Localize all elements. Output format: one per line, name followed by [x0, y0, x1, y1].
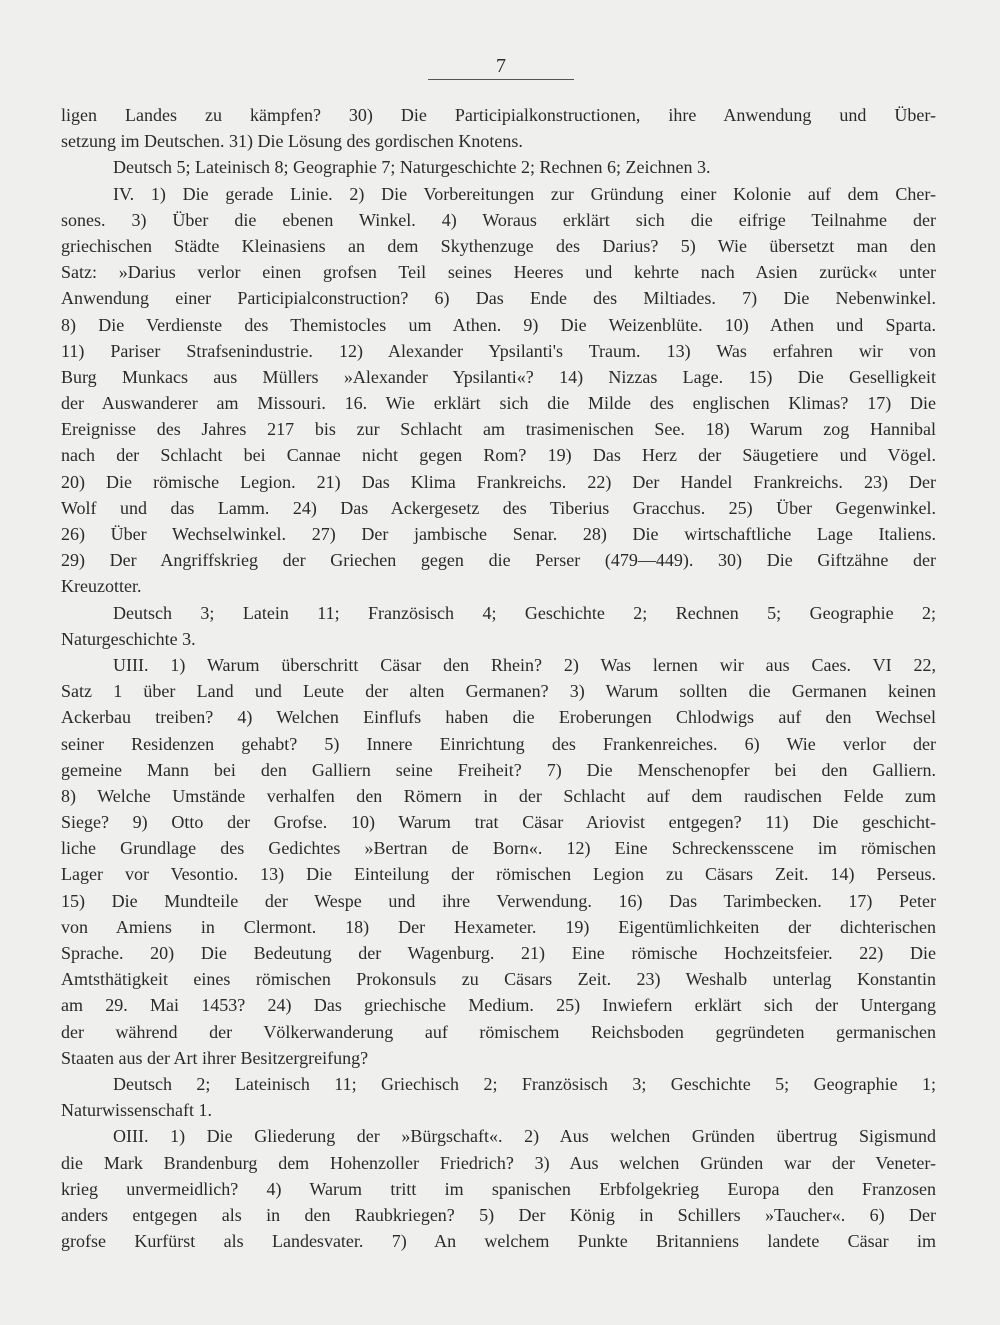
text-line: anders entgegen als in den Raubkriegen? 5) Der König in Schillers »Taucher«. 6) Der: [61, 1204, 936, 1225]
text-line: krieg unvermeidlich? 4) Warum tritt im spanischen Erbfolgekrieg Europa den Franzosen: [61, 1178, 936, 1199]
text-line: Staaten aus der Art ihrer Besitzergreifung?: [61, 1047, 369, 1068]
text-line: Deutsch 3; Latein 11; Französisch 4; Geschichte 2; Rechnen 5; Geographie 2;: [113, 602, 936, 623]
text-line: Ackerbau treiben? 4) Welchen Einflufs haben die Eroberungen Chlodwigs auf den Wechsel: [61, 707, 936, 728]
text-line: Anwendung einer Participialconstruction? 6) Das Ende des Miltiades. 7) Die Nebenwinkel.: [61, 288, 936, 309]
text-line: 8) Die Verdienste des Themistocles um Athen. 9) Die Weizenblüte. 10) Athen und Sparta.: [61, 314, 936, 335]
text-line: am 29. Mai 1453? 24) Das griechische Medium. 25) Inwiefern erklärt sich der Untergang: [61, 995, 936, 1016]
text-line: 8) Welche Umstände verhalfen den Römern in der Schlacht auf dem raudischen Felde zum: [61, 785, 936, 806]
text-line: Wolf und das Lamm. 24) Das Ackergesetz des Tiberius Gracchus. 25) Über Gegenwinkel.: [61, 497, 936, 518]
text-line: Deutsch 5; Lateinisch 8; Geographie 7; Naturgeschichte 2; Rechnen 6; Zeichnen 3.: [113, 157, 711, 178]
text-line: Kreuzotter.: [61, 576, 142, 597]
text-line: UIII. 1) Warum überschritt Cäsar den Rhein? 2) Was lernen wir aus Caes. VI 22,: [113, 654, 936, 675]
text-line: ligen Landes zu kämpfen? 30) Die Participialkonstructionen, ihre Anwendung und Über-: [61, 105, 936, 125]
text-line: Naturgeschichte 3.: [61, 628, 196, 649]
text-line: OIII. 1) Die Gliederung der »Bürgschaft«. 2) Aus welchen Gründen übertrug Sigismund: [113, 1126, 936, 1147]
page-number: 7: [496, 55, 506, 77]
text-line: von Amiens in Clermont. 18) Der Hexameter. 19) Eigentümlichkeiten der dichterischen: [61, 916, 936, 937]
text-line: Amtsthätigkeit eines römischen Prokonsuls zu Cäsars Zeit. 23) Weshalb unterlag Konstantin: [61, 969, 936, 990]
text-line: grofse Kurfürst als Landesvater. 7) An welchem Punkte Britanniens landete Cäsar im: [61, 1231, 936, 1252]
text-line: setzung im Deutschen. 31) Die Lösung des gordischen Knotens.: [61, 131, 523, 152]
page-header: [428, 55, 574, 80]
text-line: nach der Schlacht bei Cannae nicht gegen Rom? 19) Das Herz der Säugetiere und Vögel.: [61, 445, 936, 466]
text-line: Sprache. 20) Die Bedeutung der Wagenburg. 21) Eine römische Hochzeitsfeier. 22) Die: [61, 943, 936, 963]
text-line: Lager vor Vesontio. 13) Die Einteilung der römischen Legion zu Cäsars Zeit. 14) Perseus.: [61, 864, 936, 885]
header-rule: [428, 79, 574, 80]
text-line: 26) Über Wechselwinkel. 27) Der jambische Senar. 28) Die wirtschaftliche Lage Italiens.: [61, 524, 936, 544]
text-line: Siege? 9) Otto der Grofse. 10) Warum trat Cäsar Ariovist entgegen? 11) Die geschicht-: [61, 812, 936, 833]
text-line: die Mark Brandenburg dem Hohenzoller Friedrich? 3) Aus welchen Gründen war der Veneter-: [61, 1152, 936, 1173]
body-text: [61, 102, 936, 1254]
text-line: Ereignisse des Jahres 217 bis zur Schlacht am trasimenischen See. 18) Warum zog Hannibal: [61, 419, 936, 440]
text-line: Burg Munkacs aus Müllers »Alexander Ypsilanti«? 14) Nizzas Lage. 15) Die Geselligkeit: [61, 366, 936, 387]
text-line: IV. 1) Die gerade Linie. 2) Die Vorbereitungen zur Gründung einer Kolonie auf dem Cher-: [113, 183, 936, 204]
text-line: Satz 1 über Land und Leute der alten Germanen? 3) Warum sollten die Germanen keinen: [61, 681, 936, 702]
text-line: Satz: »Darius verlor einen grofsen Teil seines Heeres und kehrte nach Asien zurück« unter: [61, 262, 936, 283]
text-line: 11) Pariser Strafsenindustrie. 12) Alexander Ypsilanti's Traum. 13) Was erfahren wir von: [61, 340, 936, 361]
text-line: 29) Der Angriffskrieg der Griechen gegen die Perser (479—449). 30) Die Giftzähne der: [61, 550, 936, 571]
text-line: 15) Die Mundteile der Wespe und ihre Verwendung. 16) Das Tarimbecken. 17) Peter: [61, 890, 936, 911]
text-line: griechischen Städte Kleinasiens an dem Skythenzuge des Darius? 5) Wie übersetzt man den: [61, 235, 936, 256]
text-line: 20) Die römische Legion. 21) Das Klima Frankreichs. 22) Der Handel Frankreichs. 23) Der: [61, 471, 936, 492]
text-line: der während der Völkerwanderung auf römischem Reichsboden gegründeten germanischen: [61, 1021, 936, 1042]
text-line: Deutsch 2; Lateinisch 11; Griechisch 2; Französisch 3; Geschichte 5; Geographie 1;: [113, 1073, 936, 1094]
text-line: Naturwissenschaft 1.: [61, 1100, 212, 1121]
text-line: der Auswanderer am Missouri. 16. Wie erklärt sich die Milde des englischen Klimas? 17) Die: [61, 393, 936, 414]
text-line: seiner Residenzen gehabt? 5) Innere Einrichtung des Frankenreiches. 6) Wie verlor der: [61, 733, 936, 754]
text-line: liche Grundlage des Gedichtes »Bertran de Born«. 12) Eine Schreckensscene im römischen: [61, 838, 936, 859]
text-line: gemeine Mann bei den Galliern seine Freiheit? 7) Die Menschenopfer bei den Galliern.: [61, 759, 936, 780]
text-line: sones. 3) Über die ebenen Winkel. 4) Woraus erklärt sich die eifrige Teilnahme der: [61, 209, 936, 230]
